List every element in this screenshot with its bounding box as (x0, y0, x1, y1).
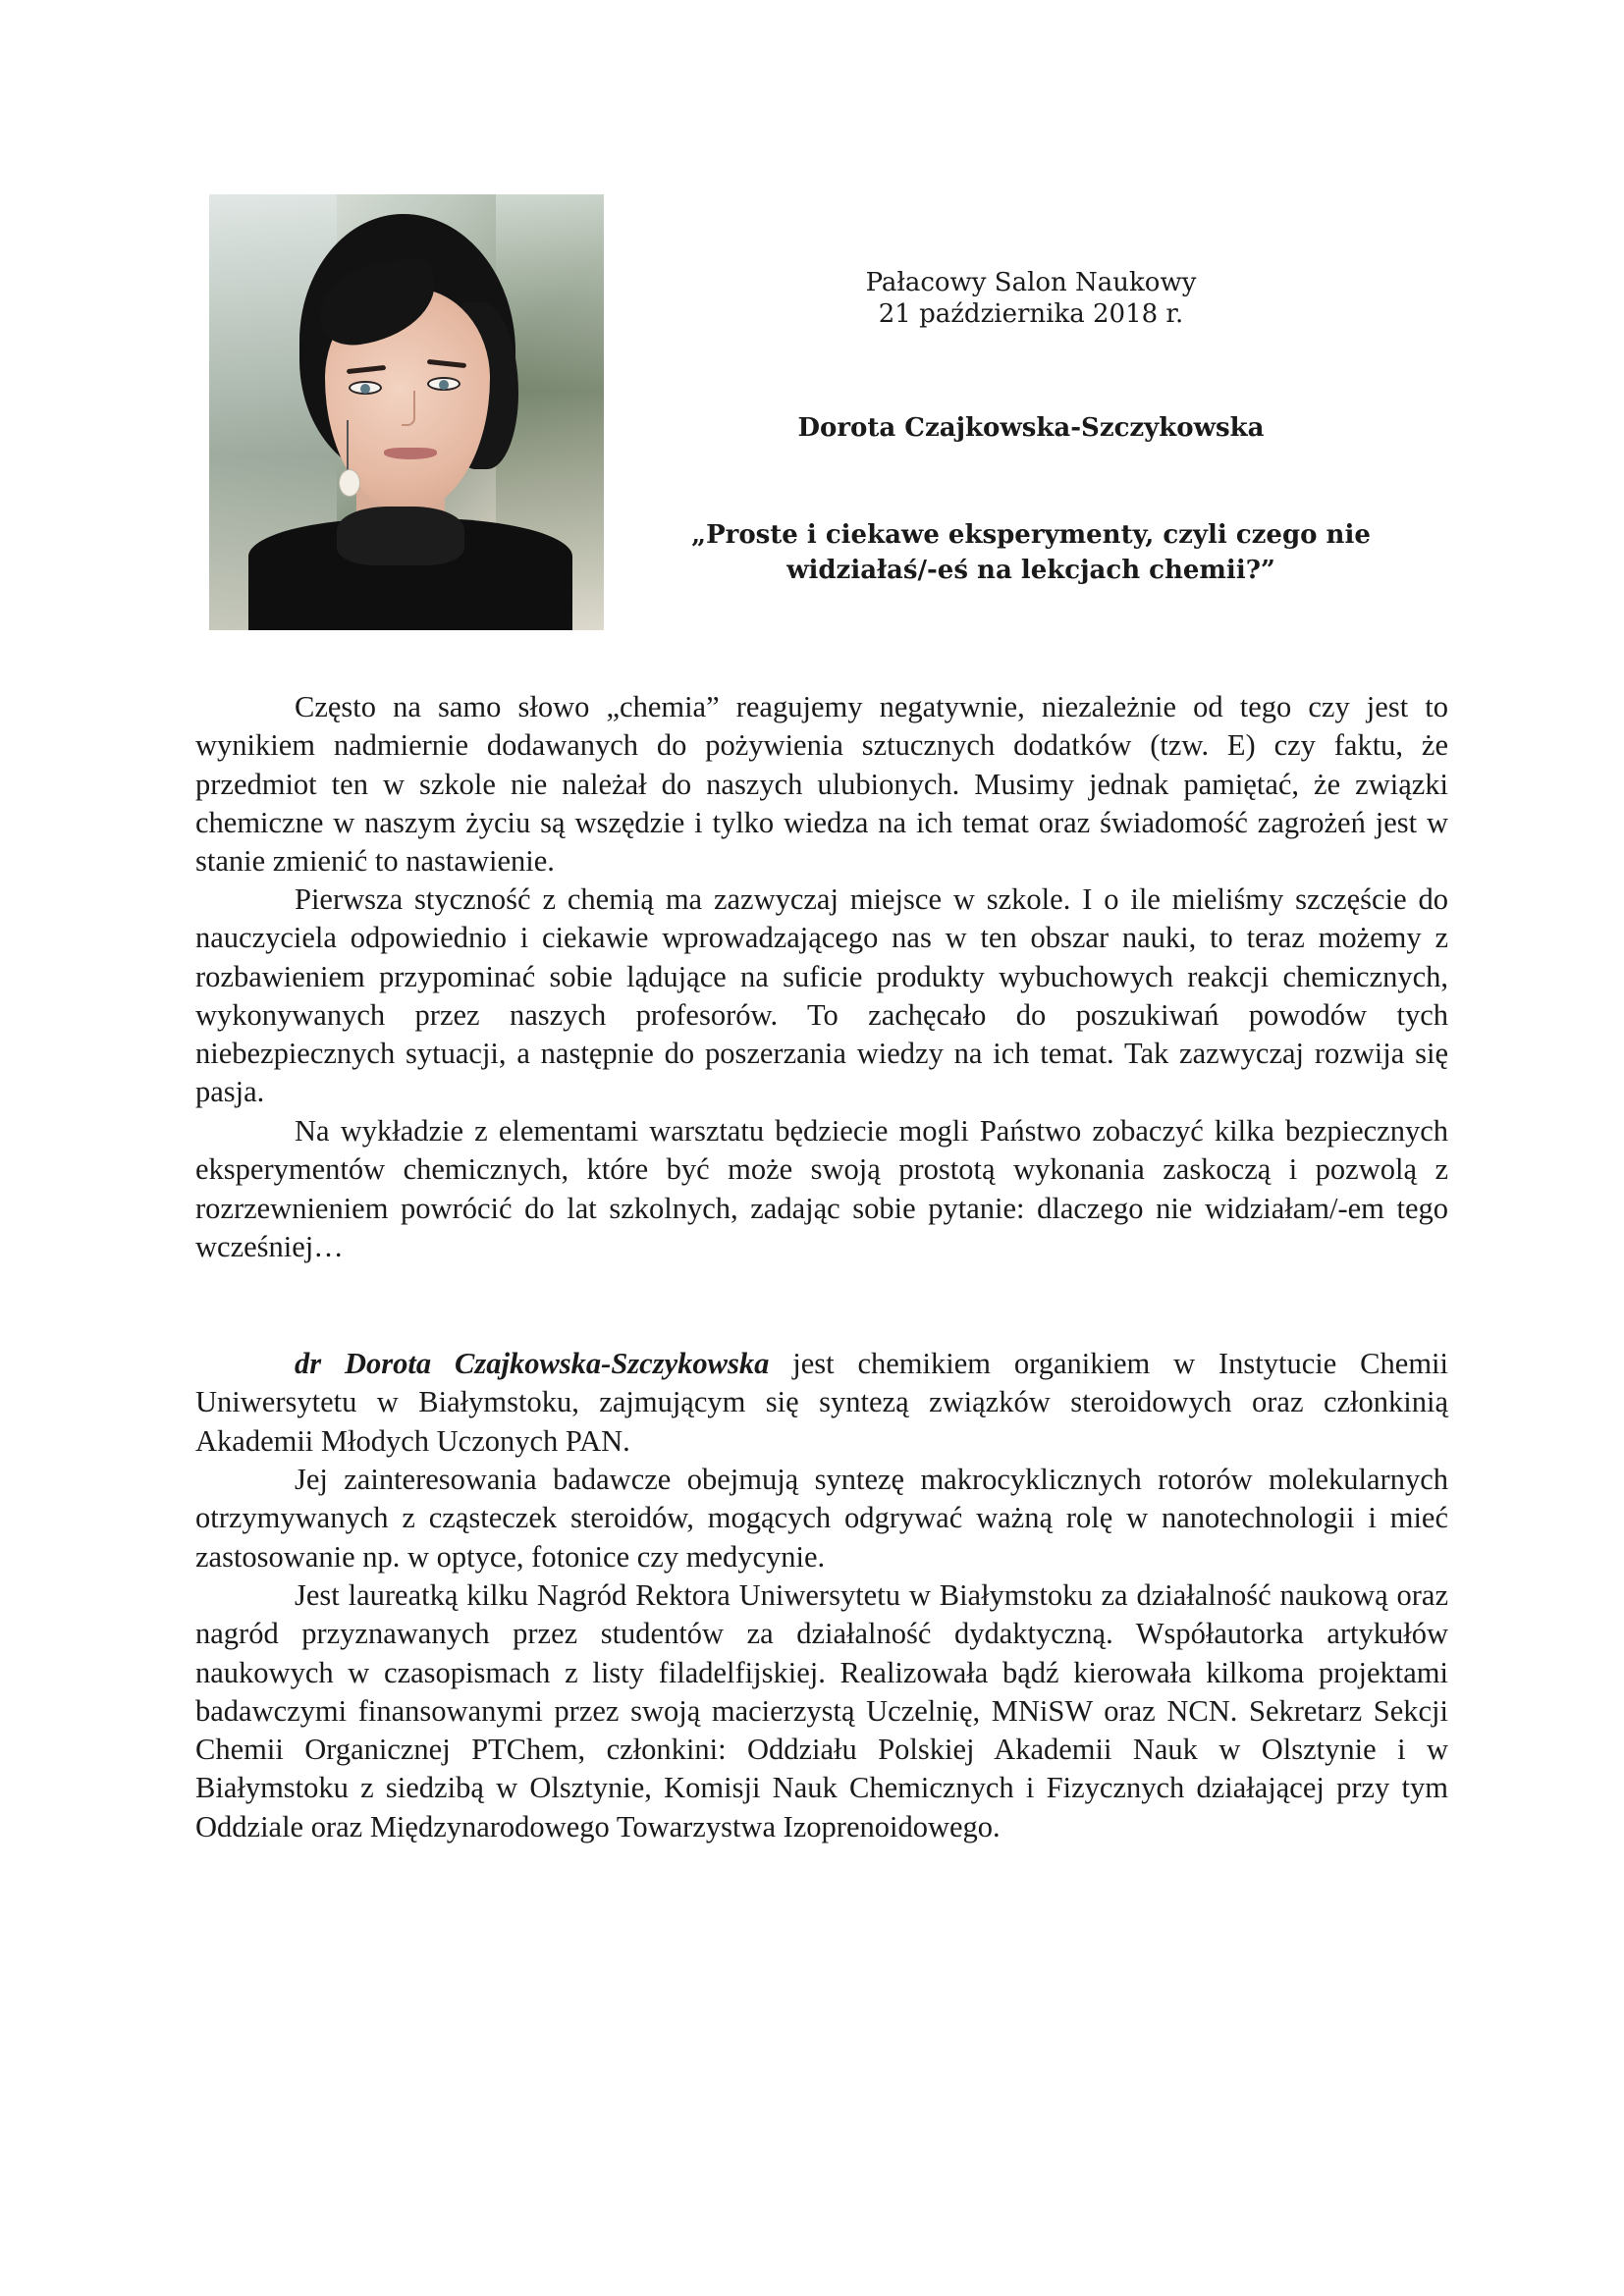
bio-paragraph-3: Jest laureatką kilku Nagród Rektora Uniwersytetu w Białymstoku za działalność naukową oraz nagród przyznawanych przez studentów za działalność dydaktyczną. Współautorka artykułów naukowych w czasopismach z listy filadelfijskiej. Realizowała bądź kierowała kilkoma projektami badawczymi finansowanymi przez swoją macierzystą Uczelnię, MNiSW oraz NCN. Sekretarz Sekcji Chemii Organicznej PTChem, członkini: Oddziału Polskiej Akademii Nauk w Olsztynie i w Białymstoku z siedzibą w Olsztynie, Komisji Nauk Chemicznych i Fizycznych działającej przy tym Oddziale oraz Międzynarodowego Towarzystwa Izoprenoidowego. (195, 1578, 1448, 1843)
event-name: Pałacowy Salon Naukowy (865, 268, 1197, 297)
bio-speaker-name: dr Dorota Czajkowska-Szczykowska (295, 1347, 770, 1380)
event-date: 21 października 2018 r. (878, 299, 1184, 329)
bio-paragraph-1-text: jest chemikiem organikiem w Instytucie Chemii Uniwersytetu w Białymstoku, zajmującym się syntezą związków steroidowych oraz członkinią Akademii Młodych Uczonych PAN. (195, 1347, 1448, 1458)
speaker-name: Dorota Czajkowska-Szczykowska (797, 413, 1265, 443)
abstract-paragraph-3: Na wykładzie z elementami warsztatu będziecie mogli Państwo zobaczyć kilka bezpiecznych eksperymentów chemicznych, które być może swoją prostotą wykonania zaskoczą i pozwolą z rozrzewnieniem powrócić do lat szkolnych, zadając sobie pytanie: dlaczego nie widziałam/-em tego wcześniej… (195, 1114, 1448, 1263)
speaker-photo (209, 194, 604, 630)
abstract-paragraph-2: Pierwsza styczność z chemią ma zazwyczaj miejsce w szkole. I o ile mieliśmy szczęście do nauczyciela odpowiednio i ciekawie wprowadzającego nas w ten obszar nauki, to teraz możemy z rozbawieniem przypominać sobie lądujące na suficie produkty wybuchowych reakcji chemicznych, wykonywanych przez naszych profesorów. To zachęcało do poszukiwań powodów tych niebezpiecznych sytuacji, a następnie do poszerzania wiedzy na ich temat. Tak zazwyczaj rozwija się pasja. (195, 882, 1448, 1109)
bio-paragraph-2: Jej zainteresowania badawcze obejmują syntezę makrocyklicznych rotorów molekularnych otrzymywanych z cząsteczek steroidów, mogących odgrywać ważną rolę w nanotechnologii i mieć zastosowanie np. w optyce, fotonice czy medycynie. (195, 1463, 1448, 1574)
bio-paragraph-1 (195, 1345, 1448, 1461)
talk-title: „Proste i ciekawe eksperymenty, czyli czego nie widziałaś/-eś na lekcjach chemii?” (691, 520, 1371, 585)
abstract-paragraph-1: Często na samo słowo „chemia” reagujemy negatywnie, niezależnie od tego czy jest to wynikiem nadmiernie dodawanych do pożywienia sztucznych dodatków (tzw. E) czy faktu, że przedmiot ten w szkole nie należał do naszych ulubionych. Musimy jednak pamiętać, że związki chemiczne w naszym życiu są wszędzie i tylko wiedza na ich temat oraz świadomość zagrożeń jest w stanie zmienić to nastawienie. (195, 690, 1448, 879)
